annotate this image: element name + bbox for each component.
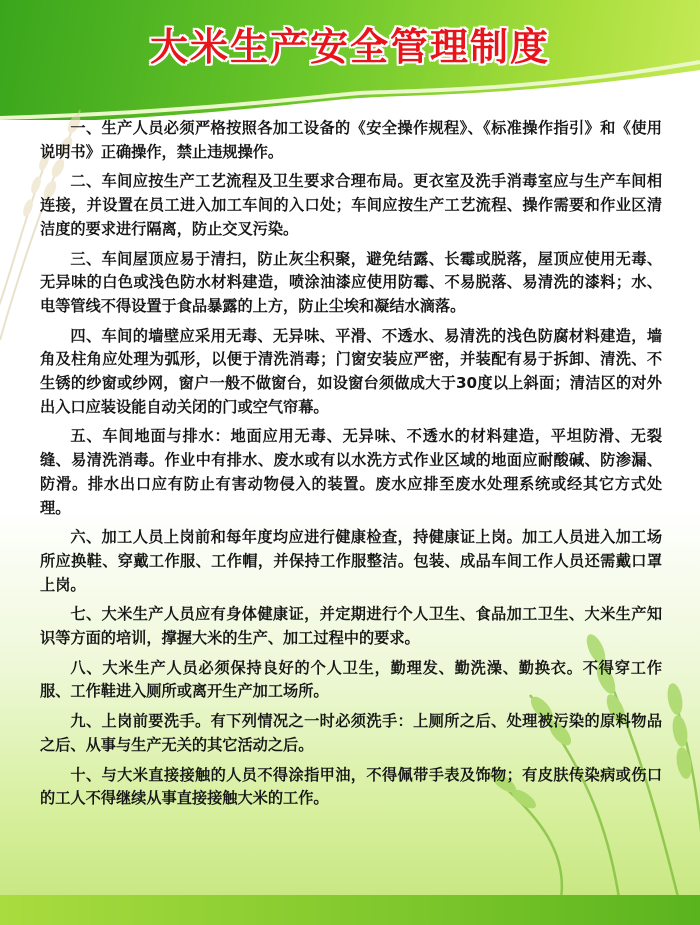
- regulation-item-9: 九、上岗前要洗手。有下列情况之一时必须洗手：上厕所之后、处理被污染的原料物品之后、从事与生产无关的其它活动之后。: [40, 712, 662, 754]
- regulation-item-8: 八、大米生产人员必须保持良好的个人卫生，勤理发、勤洗澡、勤换衣。不得穿工作服、工作鞋进入厕所或离开生产加工场所。: [40, 658, 662, 701]
- footer-band: [0, 895, 700, 925]
- page-title: 大米生产安全管理制度: [149, 24, 550, 69]
- regulation-item-10: 十、与大米直接接触的人员不得涂指甲油，不得佩带手表及饰物；有皮肤传染病或伤口的工人不得继续从事直接接触大米的工作。: [40, 765, 662, 808]
- regulation-item-5: 五、车间地面与排水：地面应用无毒、无异味、不透水的材料建造，平坦防滑、无裂缝、易清洗消毒。作业中有排水、废水或有以水洗方式作业区域的地面应耐酸碱、防渗漏、防滑。排水出口应有防止有害动物侵入的装置。废水应排至废水处理系统或经其它方式处理。: [40, 427, 662, 517]
- regulation-item-6: 六、加工人员上岗前和每年度均应进行健康检查，持健康证上岗。加工人员进入加工场所应换鞋、穿戴工作服、工作帽，并保持工作服整洁。包装、成品车间工作人员还需戴口罩上岗。: [40, 528, 662, 594]
- regulation-item-2: 二、车间应按生产工艺流程及卫生要求合理布局。更衣室及洗手消毒室应与生产车间相连接，并设置在员工进入加工车间的入口处；车间应按生产工艺流程、操作需要和作业区清洁度的要求进行隔离，防止交叉污染。: [40, 172, 662, 238]
- regulation-item-1: 一、生产人员必须严格按照各加工设备的《安全操作规程》、《标准操作指引》和《使用说明书》正确操作，禁止违规操作。: [40, 119, 662, 161]
- regulation-item-3: 三、车间屋顶应易于清扫，防止灰尘积聚，避免结露、长霉或脱落，屋顶应使用无毒、无异味的白色或浅色防水材料建造，喷涂油漆应使用防霉、不易脱落、易清洗的漆料；水、电等管线不得设置于食品暴露的上方，防止尘埃和凝结水滴落。: [40, 249, 662, 315]
- regulation-item-4: 四、车间的墙壁应采用无毒、无异味、平滑、不透水、易清洗的浅色防腐材料建造，墙角及柱角应处理为弧形，以便于清洗消毒；门窗安装应严密，并装配有易于拆卸、清洗、不生锈的纱窗或纱网，窗户一般不做窗台，如设窗台须做成大于30度以上斜面；清洁区的对外出入口应装设能自动关闭的门或空气帘幕。: [40, 326, 662, 416]
- regulation-item-7: 七、大米生产人员应有身体健康证，并定期进行个人卫生、食品加工卫生、大米生产知识等方面的培训，撑握大米的生产、加工过程中的要求。: [40, 605, 662, 648]
- regulation-text: [40, 117, 662, 817]
